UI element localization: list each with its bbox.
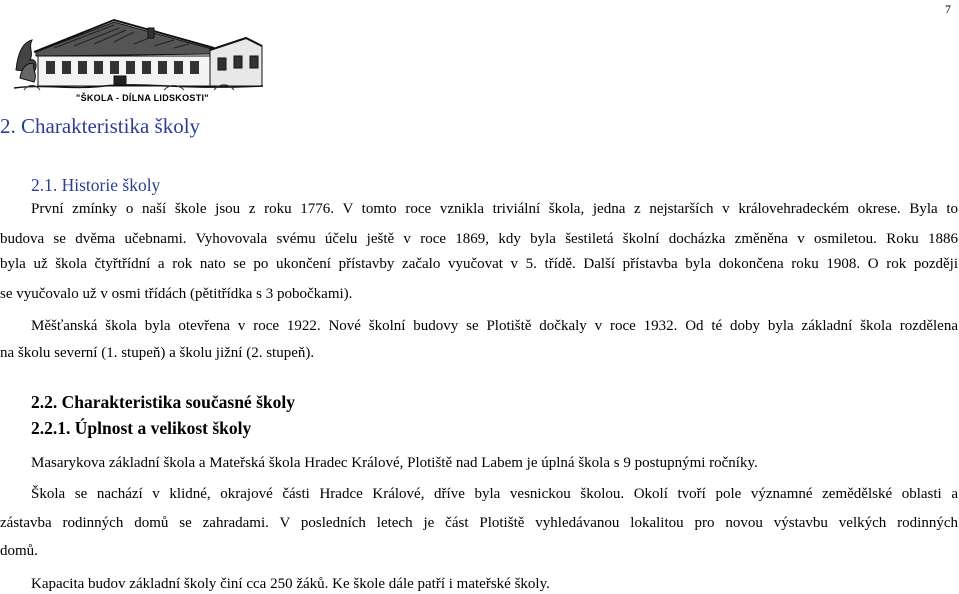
history-paragraph-line: budova se dvěma učebnami. Vyhovovala svému účelu ještě v roce 1869, kdy byla šestiletá školní docházka změněna v osmiletou. Roku 1886	[0, 231, 958, 247]
section-history-heading: 2.1. Historie školy	[31, 175, 161, 195]
section-current-heading: 2.2. Charakteristika současné školy	[31, 392, 295, 412]
current-paragraph-line: domů.	[0, 543, 38, 559]
current-paragraph-line: Masarykova základní škola a Mateřská škola Hradec Králové, Plotiště nad Labem je úplná škola s 9 postupnými ročníky.	[31, 455, 758, 471]
page-title: 2. Charakteristika školy	[0, 114, 201, 138]
history-paragraph-line: Měšťanská škola byla otevřena v roce 1922. Nové školní budovy se Plotiště dočkaly v roce 1932. Od té doby byla základní škola rozdělena	[31, 318, 958, 334]
history-paragraph-line: První zmínky o naší škole jsou z roku 1776. V tomto roce vznikla triviální škola, jedna z nejstarších v královehradeckém okrese. Byla to	[31, 201, 958, 217]
history-paragraph-line: byla už škola čtyřtřídní a rok nato se po ukončení přístavby začalo vyučovat v 5. třídě. Další přístavba byla dokončena roku 1908. O rok později	[0, 256, 958, 272]
current-paragraph-line: Škola se nachází v klidné, okrajové části Hradce Králové, dříve byla vesnickou školou. Okolí tvoří pole významné zemědělské oblasti a	[31, 486, 958, 502]
history-paragraph-line: se vyučovalo už v osmi třídách (pětitřídka s 3 pobočkami).	[0, 286, 353, 302]
page-number: 7	[945, 2, 951, 16]
logo-caption: "ŠKOLA - DÍLNA LIDSKOSTI"	[76, 93, 209, 103]
current-paragraph-line: Kapacita budov základní školy činí cca 250 žáků. Ke škole dále patří i mateřské školy.	[31, 576, 550, 592]
section-current-subheading: 2.2.1. Úplnost a velikost školy	[31, 418, 252, 438]
current-paragraph-line: zástavba rodinných domů se zahradami. V posledních letech je část Plotiště vyhledávanou lokalitou pro novou výstavbu velkých rodinných	[0, 515, 958, 531]
school-building-logo	[14, 0, 264, 108]
history-paragraph-line: na školu severní (1. stupeň) a školu jižní (2. stupeň).	[0, 345, 315, 361]
